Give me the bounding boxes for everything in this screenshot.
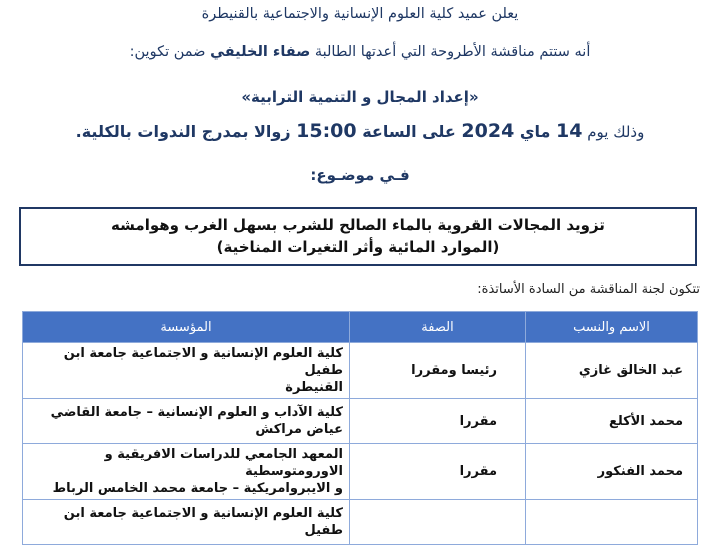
institution-line: كلية الآداب و العلوم الإنسانية – جامعة القاضي: [50, 405, 343, 420]
thesis-topic-box: [19, 207, 697, 266]
program-name: «إعداد المجال و التنمية الترابية»: [241, 88, 479, 106]
thesis-title: تزويد المجالات القروية بالماء الصالح للشرب بسهل الغرب وهوامشه: [111, 216, 605, 234]
member-institution: [23, 500, 350, 545]
committee-table: [22, 311, 698, 545]
table-row: [23, 500, 698, 545]
institution-line: عياض مراكش: [255, 422, 343, 437]
member-institution: [23, 444, 350, 500]
member-role: [350, 500, 526, 545]
announcement-suffix: ضمن تكوين:: [129, 44, 211, 60]
header-role: الصفة: [350, 312, 526, 343]
member-institution: [23, 343, 350, 399]
member-role: مقررا: [350, 399, 526, 444]
member-name: محمد الأكلع: [526, 399, 698, 444]
announcement-prefix: أنه ستتم مناقشة الأطروحة التي أعدتها الطالبة: [310, 44, 591, 60]
member-institution: [23, 399, 350, 444]
institution-line: و الايبروامريكية – جامعة محمد الخامس الرباط: [52, 481, 343, 496]
institution-line: كلية العلوم الإنسانية و الاجتماعية جامعة ابن طفيل: [63, 346, 343, 378]
table-row: [23, 399, 698, 444]
month: ماي: [514, 122, 557, 141]
header-name: الاسم والنسب: [526, 312, 698, 343]
student-name: صفاء الخليفي: [210, 44, 311, 60]
defense-announcement: [0, 44, 720, 60]
institution-line: المعهد الجامعي للدراسات الافريقية و الاورومتوسطية: [104, 447, 343, 479]
member-role: مقررا: [350, 444, 526, 500]
thesis-subtitle: (الموارد المائية وأثر التغيرات المناخية): [216, 238, 500, 256]
member-name: [526, 500, 698, 545]
day: 14: [556, 120, 583, 142]
date-prefix: وذلك يوم: [582, 123, 645, 141]
table-row: [23, 343, 698, 399]
institution-line: كلية العلوم الإنسانية و الاجتماعية جامعة ابن طفيل: [63, 506, 343, 538]
member-name: محمد الفنكور: [526, 444, 698, 500]
header-institution: المؤسسة: [23, 312, 350, 343]
table-header-row: [23, 312, 698, 343]
dean-announcement: يعلن عميد كلية العلوم الإنسانية والاجتماعية بالقنيطرة: [201, 6, 519, 22]
time: 15:00: [296, 120, 357, 142]
venue: زوالا بمدرج الندوات بالكلية.: [75, 122, 297, 141]
date-time-line: [0, 120, 720, 142]
member-name: عبد الخالق غازي: [526, 343, 698, 399]
year: 2024: [461, 120, 515, 142]
committee-intro: تتكون لجنة المناقشة من السادة الأساتذة:: [477, 282, 700, 297]
subject-intro: فـي موضـوع:: [310, 166, 410, 184]
time-prefix: على الساعة: [356, 122, 462, 141]
member-role: رئيسا ومقررا: [350, 343, 526, 399]
institution-line: القنيطرة: [285, 380, 343, 395]
table-row: [23, 444, 698, 500]
